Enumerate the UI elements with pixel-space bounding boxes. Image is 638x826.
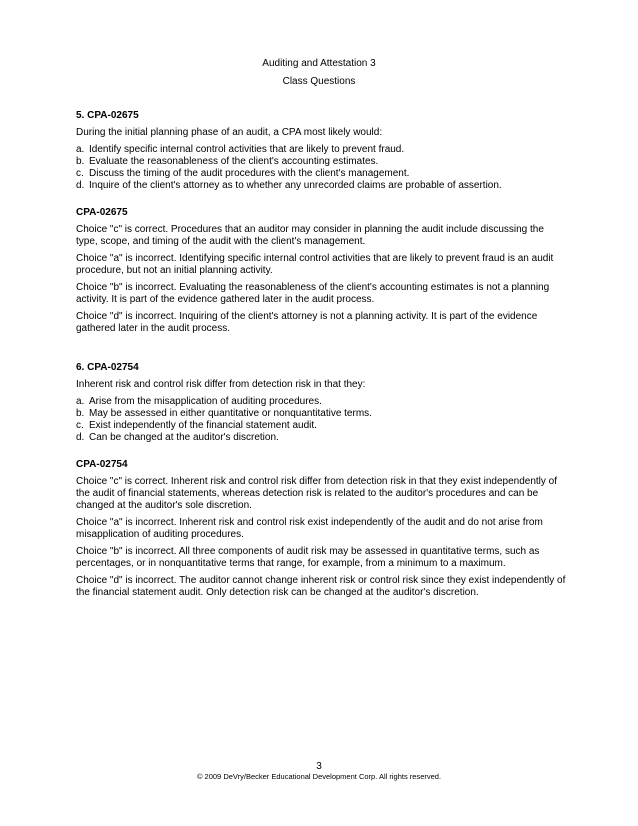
- answer-option: [76, 420, 568, 432]
- answer-option: [76, 396, 568, 408]
- option-letter: c.: [76, 420, 84, 431]
- answer-options: [76, 396, 568, 444]
- question-block: [76, 362, 568, 599]
- question-block: [76, 110, 568, 335]
- explanation-paragraph: Choice "c" is correct. Procedures that an auditor may consider in planning the audit include discussing the type, scope, and timing of the audit with the client's management.: [76, 224, 544, 247]
- answer-option: [76, 168, 568, 180]
- option-text: Exist independently of the financial statement audit.: [89, 420, 317, 431]
- page-number: 3: [316, 761, 322, 772]
- answer-option: [76, 408, 568, 420]
- question-text: During the initial planning phase of an audit, a CPA most likely would:: [76, 127, 383, 138]
- option-text: Evaluate the reasonableness of the client's accounting estimates.: [89, 156, 379, 167]
- answer-option: [76, 180, 568, 192]
- explanation-paragraph: Choice "d" is incorrect. Inquiring of the client's attorney is not a planning activity. It is part of the evidence gathered later in the audit process.: [76, 311, 538, 334]
- answer-heading: CPA-02754: [76, 459, 128, 470]
- option-letter: b.: [76, 156, 85, 167]
- option-text: Inquire of the client's attorney as to whether any unrecorded claims are probable of assertion.: [89, 180, 502, 191]
- explanation-paragraph: Choice "b" is incorrect. All three components of audit risk may be assessed in quantitative terms, such as percentages, or in nonquantitative terms that range, for example, from a minimum to a maximum.: [76, 546, 540, 569]
- answer-option: [76, 144, 568, 156]
- option-text: Can be changed at the auditor's discretion.: [89, 432, 279, 443]
- option-letter: a.: [76, 144, 85, 155]
- document-title: Auditing and Attestation 3: [262, 58, 376, 69]
- option-letter: b.: [76, 408, 85, 419]
- copyright-notice: © 2009 DeVry/Becker Educational Development Corp. All rights reserved.: [196, 772, 442, 781]
- option-letter: d.: [76, 432, 85, 443]
- answer-option: [76, 156, 568, 168]
- option-letter: c.: [76, 168, 84, 179]
- question-number: 5. CPA-02675: [76, 110, 139, 121]
- question-text: Inherent risk and control risk differ from detection risk in that they:: [76, 379, 366, 390]
- section-spacer: [76, 335, 568, 362]
- explanation-paragraph: Choice "a" is incorrect. Identifying specific internal control activities that are likely to prevent fraud is an audit procedure, but not an initial planning activity.: [76, 253, 554, 276]
- explanation-paragraph: Choice "b" is incorrect. Evaluating the reasonableness of the client's accounting estimates is not a planning activity. It is part of the evidence gathered later in the audit process.: [76, 282, 550, 305]
- answer-options: [76, 144, 568, 192]
- option-text: Identify specific internal control activities that are likely to prevent fraud.: [89, 144, 405, 155]
- document-body: [76, 110, 568, 599]
- question-number: 6. CPA-02754: [76, 362, 139, 373]
- explanation-paragraph: Choice "c" is correct. Inherent risk and control risk differ from detection risk in that they exist independently of the audit of financial statements, whereas detection risk is related to the auditor's procedures and can be changed at the auditor's sole discretion.: [76, 476, 558, 511]
- option-letter: a.: [76, 396, 85, 407]
- option-text: Discuss the timing of the audit procedures with the client's management.: [89, 168, 410, 179]
- option-letter: d.: [76, 180, 85, 191]
- option-text: Arise from the misapplication of auditing procedures.: [89, 396, 322, 407]
- explanation-paragraph: Choice "d" is incorrect. The auditor cannot change inherent risk or control risk since they exist independently of the financial statement audit. Only detection risk can be changed at the auditor's discretion.: [76, 575, 566, 598]
- option-text: May be assessed in either quantitative or nonquantitative terms.: [89, 408, 372, 419]
- document-subtitle: Class Questions: [282, 76, 356, 87]
- answer-option: [76, 432, 568, 444]
- explanation-paragraph: Choice "a" is incorrect. Inherent risk and control risk exist independently of the audit and do not arise from misapplication of auditing procedures.: [76, 517, 543, 540]
- answer-heading: CPA-02675: [76, 207, 128, 218]
